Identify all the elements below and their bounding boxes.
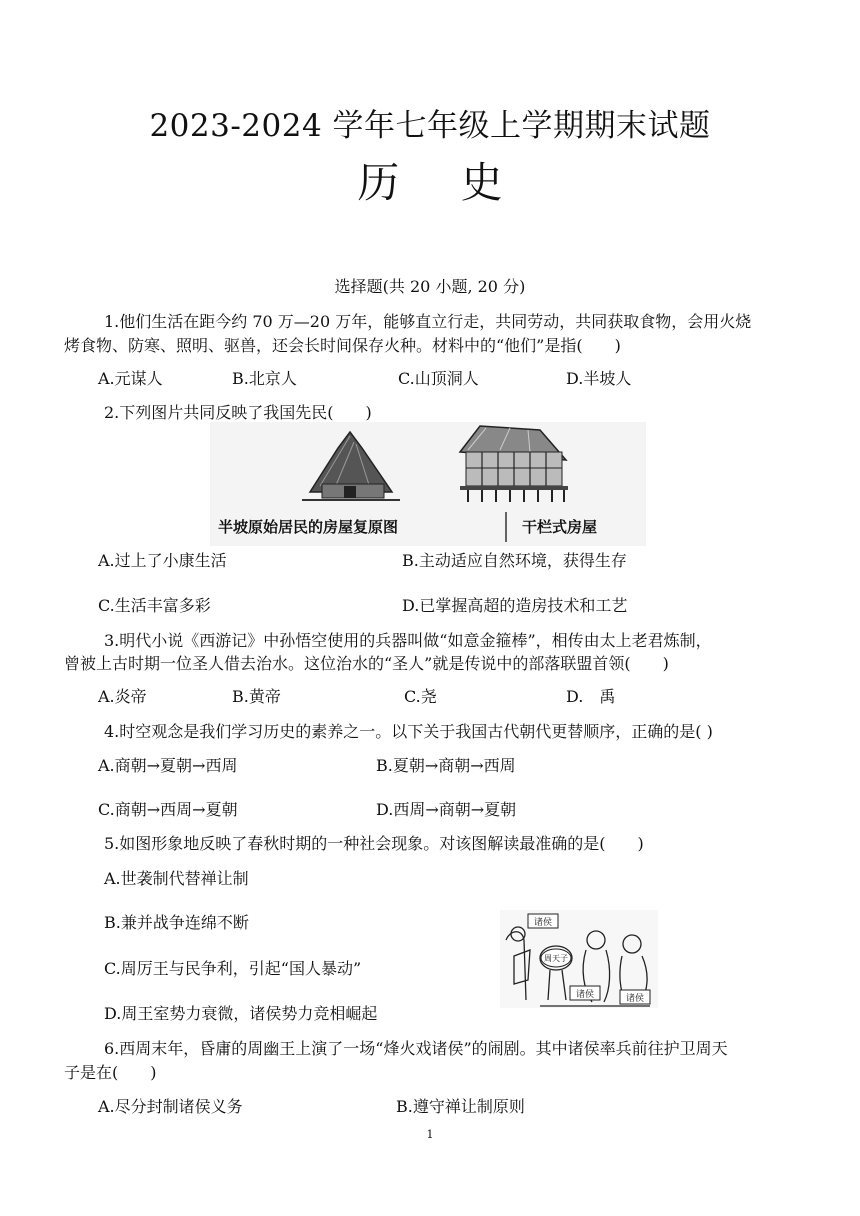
q1-option-c: C.山顶洞人 bbox=[398, 369, 479, 388]
q5-figure bbox=[500, 910, 658, 1008]
q1-stem-line2: 烤食物、防寒、照明、驱兽，还会长时间保存火种。材料中的“他们”是指( ) bbox=[64, 336, 621, 355]
q5-option-c: C.周厉王与民争利，引起“国人暴动” bbox=[104, 959, 362, 978]
figure-center-icon bbox=[587, 931, 605, 949]
q5-option-d: D.周王室势力衰微，诸侯势力竞相崛起 bbox=[104, 1004, 378, 1023]
q5-option-b: B.兼并战争连绵不断 bbox=[104, 913, 249, 932]
q2-option-d: D.已掌握高超的造房技术和工艺 bbox=[402, 596, 628, 615]
q3-option-c: C.尧 bbox=[404, 687, 437, 706]
q1-option-b: B.北京人 bbox=[232, 369, 297, 388]
q5-option-a: A.世袭制代替禅让制 bbox=[104, 869, 249, 888]
q2-option-b: B.主动适应自然环境，获得生存 bbox=[402, 551, 627, 570]
section-heading: 选择题(共 20 小题, 20 分) bbox=[334, 277, 526, 296]
figure-left-icon bbox=[506, 932, 526, 1000]
q5-label-lord-2: 诸侯 bbox=[575, 990, 595, 1000]
q3-option-b: B.黄帝 bbox=[232, 687, 281, 706]
q4-option-b: B.夏朝→商朝→西周 bbox=[376, 756, 516, 775]
exam-title: 2023-2024 学年七年级上学期期末试题 bbox=[149, 108, 711, 144]
house-illustrations bbox=[210, 422, 646, 546]
q2-figure bbox=[210, 422, 646, 546]
q6-option-a: A.尽分封制诸侯义务 bbox=[98, 1097, 243, 1116]
figure-right-icon bbox=[623, 935, 641, 953]
exam-subject: 历 史 bbox=[357, 158, 527, 207]
q1-option-d: D.半坡人 bbox=[566, 369, 632, 388]
q4-stem: 4.时空观念是我们学习历史的素养之一。以下关于我国古代朝代更替顺序，正确的是( ) bbox=[104, 722, 713, 741]
q1-stem-line1: 1.他们生活在距今约 70 万—20 万年，能够直立行走，共同劳动，共同获取食物，会用火烧 bbox=[104, 312, 752, 331]
q5-label-lord-1: 诸侯 bbox=[533, 918, 553, 928]
q3-stem-line1: 3.明代小说《西游记》中孙悟空使用的兵器叫做“如意金箍棒”，相传由太上老君炼制， bbox=[104, 631, 712, 650]
q5-stem: 5.如图形象地反映了春秋时期的一种社会现象。对该图解读最准确的是( ) bbox=[104, 834, 644, 853]
q6-option-b: B.遵守禅让制原则 bbox=[396, 1097, 525, 1116]
q5-label-lord-3: 诸侯 bbox=[625, 994, 645, 1004]
q5-label-king: 周天子 bbox=[544, 954, 568, 963]
q3-option-a: A.炎帝 bbox=[98, 687, 147, 706]
q1-option-a: A.元谋人 bbox=[98, 369, 163, 388]
q6-stem-line2: 子是在( ) bbox=[64, 1063, 157, 1082]
page-number: 1 bbox=[426, 1128, 434, 1141]
q4-option-d: D.西周→商朝→夏朝 bbox=[376, 800, 517, 819]
banpo-hut-icon bbox=[302, 432, 400, 500]
q2-stem: 2.下列图片共同反映了我国先民( ) bbox=[104, 403, 372, 422]
q3-stem-line2: 曾被上古时期一位圣人借去治水。这位治水的“圣人”就是传说中的部落联盟首领( ) bbox=[64, 654, 669, 673]
stilt-house-icon bbox=[460, 426, 568, 502]
q2-caption-banpo: 半坡原始居民的房屋复原图 bbox=[218, 518, 399, 536]
q2-option-c: C.生活丰富多彩 bbox=[98, 596, 211, 615]
q2-caption-stilt: 干栏式房屋 bbox=[522, 518, 598, 536]
q3-option-d: D. 禹 bbox=[566, 687, 616, 706]
q6-stem-line1: 6.西周末年，昏庸的周幽王上演了一场“烽火戏诸侯”的闹剧。其中诸侯率兵前往护卫周天 bbox=[104, 1039, 728, 1058]
q4-option-a: A.商朝→夏朝→西周 bbox=[98, 756, 238, 775]
cartoon-illustration bbox=[500, 910, 658, 1008]
q4-option-c: C.商朝→西周→夏朝 bbox=[98, 800, 238, 819]
q2-option-a: A.过上了小康生活 bbox=[98, 551, 227, 570]
